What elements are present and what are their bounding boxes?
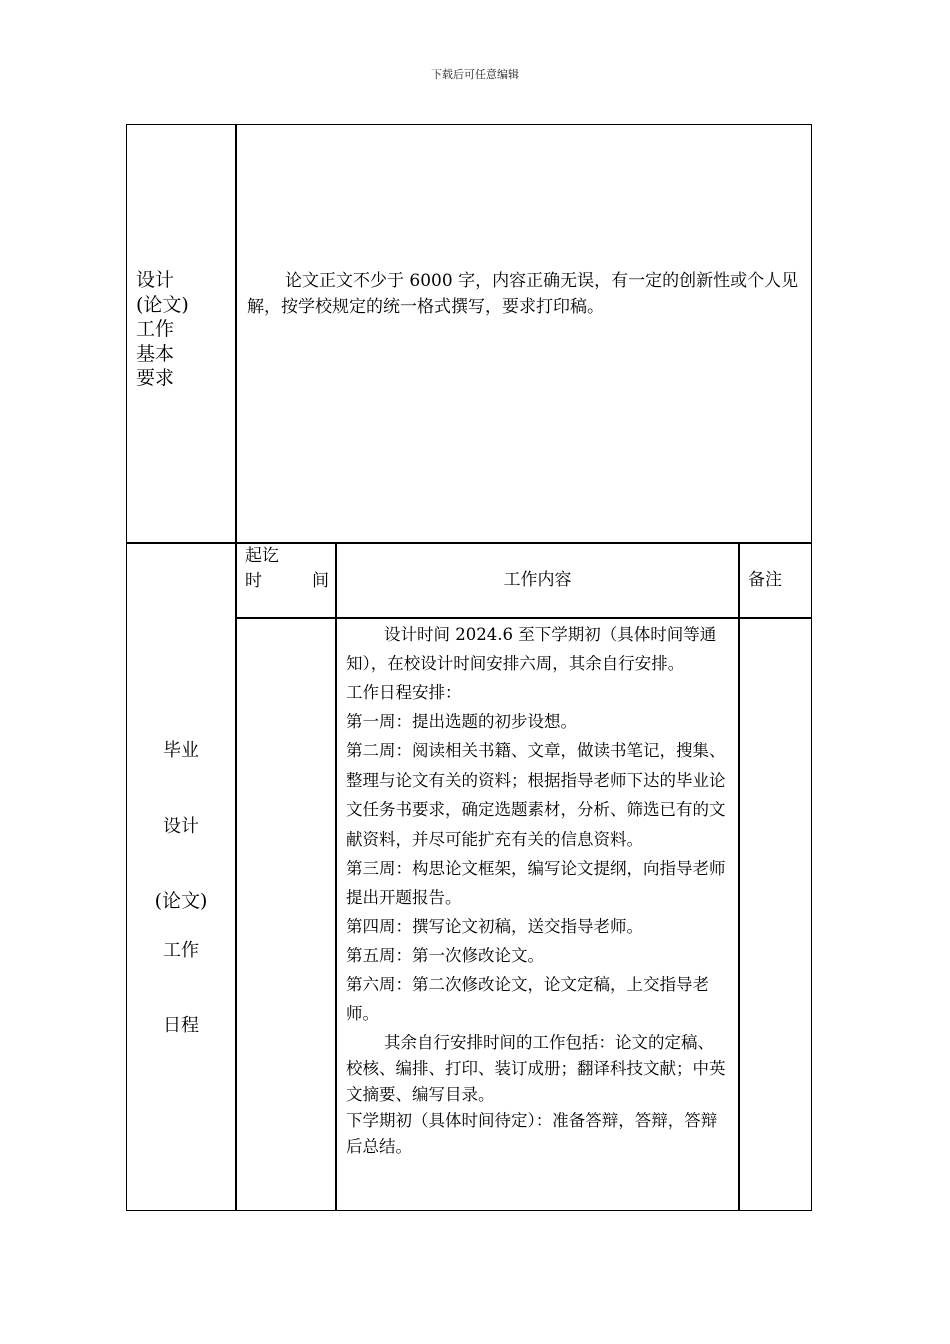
header-time-char: 时 — [245, 571, 262, 591]
schedule-label-line: 工作 — [163, 940, 199, 961]
schedule-label-line: 毕业 — [163, 740, 199, 761]
work-paragraph: 下学期初（具体时间待定）：准备答辩，答辩，答辩后总结。 — [346, 1111, 718, 1156]
header-time-range — [245, 544, 329, 594]
divider-left-column — [235, 124, 237, 1211]
schedule-label-line: 设计 — [163, 816, 199, 837]
requirements-label-line: 基本 — [136, 342, 175, 365]
header-remarks: 备注 — [748, 570, 782, 590]
work-paragraph: 其余自行安排时间的工作包括：论文的定稿、校核、编排、打印、装订成册；翻译科技文献；中英文摘要、编写目录。 — [346, 1033, 726, 1104]
work-paragraph: 第四周：撰写论文初稿，送交指导老师。 — [346, 917, 643, 936]
work-paragraph: 第一周：提出选题的初步设想。 — [346, 712, 577, 731]
work-paragraph: 第五周：第一次修改论文。 — [346, 946, 544, 965]
page-header-note: 下载后可任意编辑 — [431, 68, 519, 81]
divider-schedule-header — [235, 617, 812, 619]
work-paragraph: 第六周：第二次修改论文，论文定稿，上交指导老师。 — [346, 975, 709, 1023]
divider-row-requirements — [126, 542, 812, 544]
requirements-label-line: 要求 — [136, 367, 175, 389]
requirements-label — [136, 268, 216, 391]
schedule-label-line: 日程 — [163, 1015, 199, 1036]
header-work-content: 工作内容 — [503, 570, 572, 590]
header-time-char: 间 — [312, 571, 329, 591]
divider-time-column — [335, 543, 337, 1211]
work-paragraph: 第三周：构思论文框架，编写论文提纲，向指导老师提出开题报告。 — [346, 859, 726, 907]
header-time-line1: 起讫 — [245, 546, 279, 566]
work-paragraph: 设计时间 2024.6 至下学期初（具体时间等通知），在校设计时间安排六周，其余自行安排。 — [346, 625, 717, 673]
requirements-body: 论文正文不少于 6000 字，内容正确无误，有一定的创新性或个人见解，按学校规定的统一格式撰写，要求打印稿。 — [247, 271, 799, 317]
schedule-label-line: (论文) — [154, 890, 208, 912]
work-paragraph: 第二周：阅读相关书籍、文章，做读书笔记，搜集、整理与论文有关的资料；根据指导老师下达的毕业论文任务书要求，确定选题素材，分析、筛选已有的文献资料，并尽可能扩充有关的信息资料。 — [346, 741, 726, 849]
requirements-label-line: 工作 — [136, 318, 175, 340]
work-paragraph: 工作日程安排： — [346, 683, 462, 702]
work-content-body — [346, 620, 730, 1160]
requirements-label-line: (论文) — [136, 293, 189, 316]
requirements-label-line: 设计 — [136, 269, 175, 291]
header-time-line2 — [245, 569, 329, 594]
divider-note-column — [738, 543, 740, 1211]
